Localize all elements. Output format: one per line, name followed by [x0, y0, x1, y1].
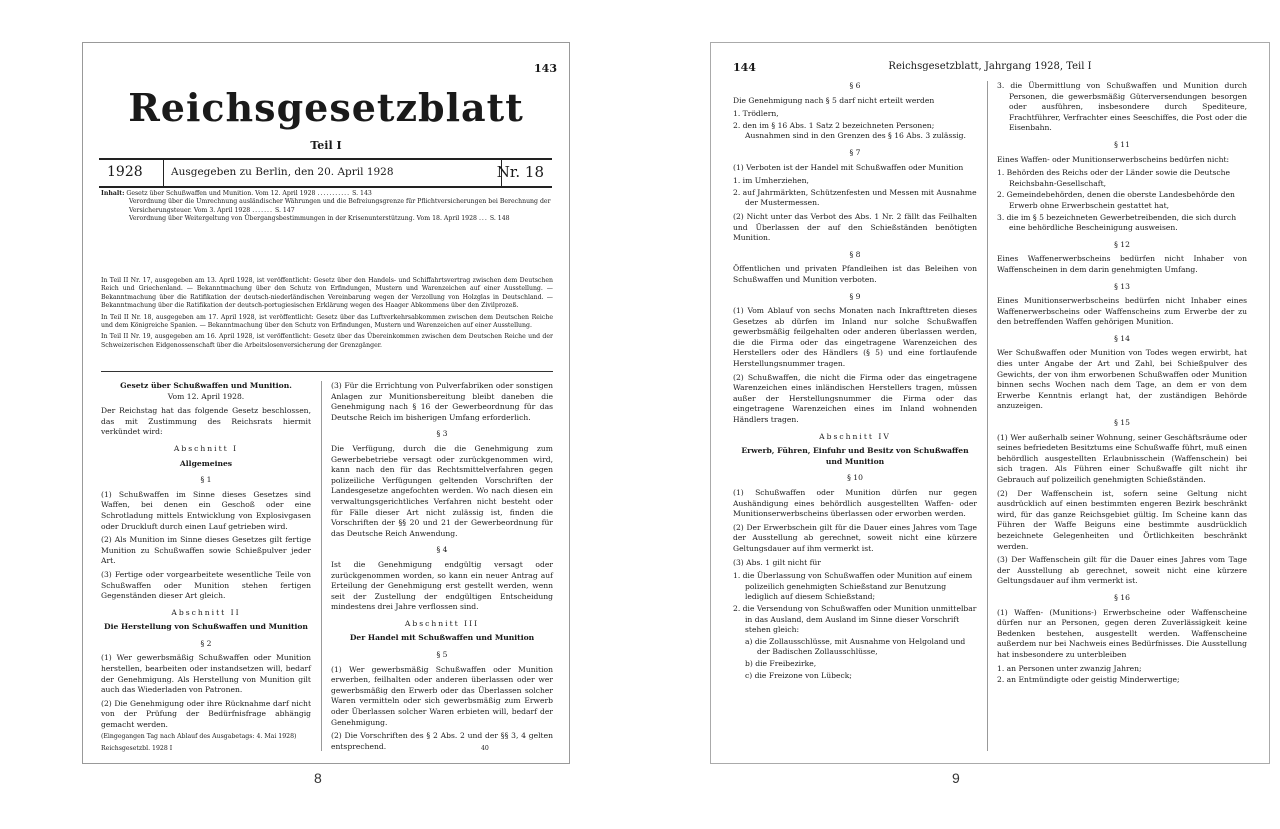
- running-title: Reichsgesetzblatt, Jahrgang 1928, Teil I: [888, 61, 1092, 72]
- right-page: [710, 42, 1270, 764]
- paragraph-text: Ist die Genehmigung endgültig versagt oder zurückgenommen worden, so kann ein neuer Antrag auf Erteilung der Genehmigung erst gestellt werden, wenn seit der Zustellung der endgültigen Entscheidung mindestens drei Jahre verflossen sind.: [331, 559, 553, 612]
- left-page: [82, 42, 570, 764]
- list-item: 1. an Personen unter zwanzig Jahren;: [997, 663, 1142, 673]
- paragraph-text: Eines Waffen- oder Munitionserwerbscheins bedürfen nicht:: [997, 154, 1230, 164]
- paragraph-sign: § 13: [1114, 281, 1130, 291]
- toc-entry: Verordnung über die Umrechnung ausländischer Währungen und die Befreiungsgrenze für Pflichtversicherungen bei Berechnung der Versicherungsteuer. Vom 3. April 1928 ....... S. 147: [129, 198, 551, 214]
- paragraph-text: (1) Verboten ist der Handel mit Schußwaffen oder Munition: [733, 162, 964, 172]
- list-item: 1. Behörden des Reichs oder der Länder sowie die Deutsche Reichsbahn-Gesellschaft,: [997, 168, 1231, 188]
- paragraph-sign: § 11: [1114, 139, 1130, 149]
- paragraph-text: Öffentlichen und privaten Pfandleihen ist das Beleihen von Schußwaffen und Munition verboten.: [733, 264, 977, 284]
- list-item: a) die Zollausschlüsse, mit Ausnahme von Helgoland und der Badischen Zollausschlüsse,: [745, 636, 966, 657]
- footer-citation: Reichsgesetzbl. 1928 I: [101, 745, 173, 752]
- paragraph-text: (2) Nicht unter das Verbot des Abs. 1 Nr. 2 fällt das Feilhalten und Überlassen der auf den Schießständen benötigten Munition.: [733, 211, 977, 243]
- page-foot-number: 40: [481, 745, 489, 752]
- item-list: [997, 664, 1247, 686]
- law-title: Gesetz über Schußwaffen und Munition.: [120, 381, 292, 390]
- law-date: Vom 12. April 1928.: [167, 391, 245, 401]
- section-heading: Abschnitt I: [173, 443, 239, 453]
- paragraph-text: (3) Abs. 1 gilt nicht für: [733, 557, 821, 567]
- footnote: (Eingegangen Tag nach Ablauf des Ausgabetags: 4. Mai 1928): [101, 733, 297, 740]
- list-item: 1. Trödlern,: [733, 109, 779, 119]
- left-column-2: [331, 381, 553, 755]
- paragraph-text: Die Genehmigung nach § 5 darf nicht erteilt werden: [733, 95, 935, 105]
- paragraph-sign: § 12: [1114, 239, 1130, 249]
- list-item: 2. die Versendung von Schußwaffen oder Munition unmittelbar in das Ausland, dem Ausland im Sinne dieser Vorschrift stehen gleich:: [733, 603, 977, 635]
- list-item: b) die Freibezirke,: [745, 658, 817, 668]
- paragraph-text: (1) Schußwaffen oder Munition dürfen nur gegen Aushändigung eines behördlich ausgestellten Waffen- oder Munitionserwerbscheins überlassen oder erworben werden.: [733, 488, 977, 519]
- paragraph-text: (3) Für die Errichtung von Pulverfabriken oder sonstigen Anlagen zur Munitionsbereitung bleibt daneben die Genehmigung nach § 16 der Gewerbeordnung für das Deutsche Reich im bisherigen Umfang erforderlich.: [331, 381, 553, 422]
- paragraph-text: (3) Fertige oder vorgearbeitete wesentliche Teile von Schußwaffen oder Munition stehen fertigen Gegenständen dieser Art gleich.: [101, 569, 311, 601]
- paragraph-sign: § 7: [849, 147, 861, 157]
- paragraph-text: Die Verfügung, durch die die Genehmigung zum Gewerbebetriebe versagt oder zurückgenommen wird, kann nach den für das Rechtsmittelverfahren gegen polizeiliche Verfügungen geltenden Vorschriften der Landesgesetze angefochten werden. Wo nach diesen ein verwaltungsgerichtliches Verfahren nicht besteht oder für Fälle dieser Art nicht zulässig ist, finden die Vorschriften der §§ 20 und 21 der Gewerbeordnung für das Deutsche Reich Anwendung.: [331, 443, 553, 538]
- paragraph-text: (1) Waffen- (Munitions-) Erwerbscheine oder Waffenscheine dürfen nur an Personen, gegen deren Zuverlässigkeit keine Bedenken bestehen, ausgestellt werden. Waffenscheine außerdem nur bei Nachweis eines Bedürfnisses. Die Ausstellung hat insbesondere zu unterbleiben: [997, 607, 1247, 659]
- list-item: 2. an Entmündigte oder geistig Minderwertige;: [997, 675, 1180, 685]
- item-list: [733, 571, 977, 681]
- notice: In Teil II Nr. 18, ausgegeben am 17. April 1928, ist veröffentlicht: Gesetz über das Luftverkehrsabkommen zwischen dem Deutschen Reiche und dem Königreiche Spanien. — Bekanntmachung über den Schutz von Erfindungen, Mustern und Warenzeichen auf einer Ausstellung.: [101, 313, 553, 330]
- section-heading: Abschnitt III: [404, 618, 480, 628]
- paragraph-sign: § 6: [849, 81, 861, 90]
- paragraph-sign: § 1: [200, 475, 212, 485]
- book-page-number-left: 8: [314, 770, 322, 786]
- paragraph-text: (1) Wer gewerbsmäßig Schußwaffen oder Munition herstellen, bearbeiten oder instandsetzen will, bedarf der Genehmigung. Als Herstellung von Munition gilt auch das Wiederladen von Patronen.: [101, 653, 311, 695]
- issue-date: Ausgegeben zu Berlin, den 20. April 1928: [171, 166, 394, 178]
- paragraph-text: Eines Waffenerwerbscheins bedürfen nicht Inhaber von Waffenscheinen in dem darin genehmigten Umfang.: [997, 254, 1247, 274]
- issue-number: Nr. 18: [496, 163, 544, 181]
- paragraph-sign: § 16: [1114, 592, 1130, 602]
- paragraph-sign: § 9: [849, 291, 861, 301]
- section-subheading: Allgemeines: [179, 458, 233, 468]
- section-subheading: Erwerb, Führen, Einfuhr und Besitz von Schußwaffen und Munition: [741, 446, 969, 466]
- table-of-contents: [101, 190, 553, 224]
- paragraph-sign: § 5: [436, 650, 448, 660]
- list-item: 3. die im § 5 bezeichneten Gewerbetreibenden, die sich durch eine behördliche Bescheinigung ausweisen.: [997, 212, 1237, 233]
- section-subheading: Die Herstellung von Schußwaffen und Munition: [104, 622, 308, 632]
- paragraph-text: (2) Der Erwerbschein gilt für die Dauer eines Jahres vom Tage der Ausstellung ab gerechnet, soweit nicht eine kürzere Geltungsdauer auf ihm vermerkt ist.: [733, 522, 977, 553]
- item-list: [997, 168, 1247, 234]
- paragraph-text: (2) Schußwaffen, die nicht die Firma oder das eingetragene Warenzeichen eines inländischen Herstellers tragen, müssen außer der Herstellungsnummer die Firma oder das eingetragene Warenzeichen eines im Inland wohnenden Händlers tragen.: [733, 372, 977, 425]
- notices: [101, 277, 553, 353]
- list-item: 2. den im § 16 Abs. 1 Satz 2 bezeichneten Personen; Ausnahmen sind in den Grenzen des § 16 Abs. 3 zulässig.: [733, 120, 966, 141]
- journal-title: Reichsgesetzblatt: [128, 85, 524, 130]
- section-heading: Abschnitt II: [171, 607, 241, 617]
- list-item: 2. Gemeindebehörden, denen die oberste Landesbehörde den Erwerb ohne Erwerbschein gestattet hat,: [997, 190, 1235, 210]
- paragraph-text: (2) Der Waffenschein ist, sofern seine Geltung nicht ausdrücklich auf einen bestimmten engeren Bezirk beschränkt wird, für das ganze Reichsgebiet gültig. Im Scheine kann das Führen der Waffe Beiguns eine bestimmte ausdrücklich bezeichnete Gelegenheiten und Örtlichkeiten beschränkt werden.: [997, 488, 1247, 551]
- item-list: [733, 176, 977, 209]
- list-item: c) die Freizone von Lübeck;: [745, 670, 852, 680]
- issue-banner: [99, 158, 552, 188]
- list-item: 1. im Umherziehen,: [733, 176, 809, 186]
- paragraph-sign: § 8: [849, 249, 861, 259]
- paragraph-text: (1) Schußwaffen im Sinne dieses Gesetzes sind Waffen, bei denen ein Geschoß oder eine Schrotladung mittels Entwicklung von Explosivgasen oder Druckluft durch einen Lauf getrieben wird.: [101, 489, 311, 531]
- paragraph-text: Eines Munitionserwerbscheins bedürfen nicht Inhaber eines Waffenerwerbscheins oder Waffenscheins zum Erwerbe der zu den betreffenden Waffen gehörigen Munition.: [997, 296, 1247, 327]
- right-column-1: [733, 81, 977, 684]
- issue-year: 1928: [107, 164, 143, 180]
- paragraph-sign: § 2: [200, 638, 212, 648]
- page-number: 144: [733, 61, 756, 74]
- paragraph-sign: § 10: [847, 473, 863, 483]
- notice: In Teil II Nr. 17, ausgegeben am 13. April 1928, ist veröffentlicht: Gesetz über den Handels- und Schiffahrtsvertrag zwischen dem Deutschen Reich und Griechenland. — Bekanntmachung über den Schutz von Erfindungen, Mustern und Warenzeichen auf einer Ausstellung. — Bekanntmachung über die Ratifikation der deutsch-niederländischen Vereinbarung wegen der Verzollung von Holzglas in Deutschland. — Bekanntmachung über die Ratifikation der deutsch-portugiesischen Erklärung wegen des Haager Abkommens über den Zivilprozeß.: [101, 277, 553, 310]
- paragraph-text: (1) Vom Ablauf von sechs Monaten nach Inkrafttreten dieses Gesetzes ab dürfen im Inland nur solche Schußwaffen gewerbsmäßig feilgehalten oder anderen überlassen werden, die die Firma oder das eingetragene Warenzeichen des Herstellers oder des Händlers (§ 5) und eine fortlaufende Herstellungsnummer tragen.: [733, 306, 977, 369]
- list-item: 2. auf Jahrmärkten, Schützenfesten und Messen mit Ausnahme der Mustermessen.: [733, 187, 977, 208]
- book-page-number-right: 9: [952, 770, 960, 786]
- paragraph-text: 3. die Übermittlung von Schußwaffen und Munition durch Personen, die gewerbsmäßig Güterversendungen besorgen oder ausführen, insbesondere durch Spediteure, Frachtführer, Verfrachter eines Seeschiffes, die Post oder die Eisenbahn.: [997, 81, 1247, 133]
- paragraph-sign: § 15: [1114, 418, 1130, 428]
- paragraph-sign: § 14: [1114, 333, 1130, 343]
- toc-entry: Verordnung über Weitergeltung von Übergangsbestimmungen in der Krisenunterstützung. Vom 18. April 1928 ... S. 148: [129, 215, 510, 223]
- notice: In Teil II Nr. 19, ausgegeben am 16. April 1928, ist veröffentlicht: Gesetz über das Übereinkommen zwischen dem Deutschen Reiche und der Schweizerischen Eidgenossenschaft über die Arbeitslosenversicherung der Grenzgänger.: [101, 333, 553, 349]
- law-intro: Der Reichstag hat das folgende Gesetz beschlossen, das mit Zustimmung des Reichsrats hiermit verkündet wird:: [101, 406, 311, 437]
- list-item: 1. die Überlassung von Schußwaffen oder Munition auf einem polizeilich genehmigten Schießstand zur Benutzung lediglich auf diesem Schießstand;: [733, 571, 973, 602]
- right-column-2: [997, 81, 1247, 689]
- page-number: 143: [534, 62, 557, 75]
- paragraph-text: (2) Als Munition im Sinne dieses Gesetzes gilt fertige Munition zu Schußwaffen sowie Schießpulver jeder Art.: [101, 535, 311, 566]
- paragraph-text: (2) Die Vorschriften des § 2 Abs. 2 und der §§ 3, 4 gelten entsprechend.: [331, 731, 553, 751]
- item-list: [733, 109, 977, 142]
- section-heading: Abschnitt IV: [819, 431, 891, 441]
- paragraph-text: (1) Wer außerhalb seiner Wohnung, seiner Geschäftsräume oder seines befriedeten Besitztums eine Schußwaffe führt, muß einen behördlich ausgestellten Erlaubnisschein (Waffenschein) bei sich tragen. Als Führen einer Schußwaffe gilt nicht ihr Gebrauch auf polizeilich genehmigten Schießständen.: [997, 432, 1247, 484]
- paragraph-text: (3) Der Waffenschein gilt für die Dauer eines Jahres vom Tage der Ausstellung ab gerechnet, soweit nicht eine kürzere Geltungsdauer auf ihm vermerkt ist.: [997, 555, 1247, 586]
- paragraph-text: (2) Die Genehmigung oder ihre Rücknahme darf nicht von der Prüfung der Bedürfnisfrage abhängig gemacht werden.: [101, 698, 311, 730]
- paragraph-text: (1) Wer gewerbsmäßig Schußwaffen oder Munition erwerben, feilhalten oder anderen überlassen oder wer gewerbsmäßig den Erwerb oder das Überlassen solcher Waren vermitteln oder sich gewerbsmäßig zum Erwerb oder Überlassen solcher Waren erbieten will, bedarf der Genehmigung.: [331, 664, 553, 727]
- toc-entry: Inhalt: Gesetz über Schußwaffen und Munition. Vom 12. April 1928 ........... S. 143: [101, 190, 372, 197]
- paragraph-sign: § 3: [436, 429, 448, 439]
- section-subheading: Der Handel mit Schußwaffen und Munition: [349, 633, 535, 643]
- paragraph-text: Wer Schußwaffen oder Munition von Todes wegen erwirbt, hat dies unter Angabe der Art und Zahl, bei Schießpulver des Gewichts, der von ihm erworbenen Schußwaffen oder Munition binnen sechs Wochen nach dem Tage, an dem er von dem Erwerbe Kenntnis erlangt hat, der zuständigen Behörde anzuzeigen.: [997, 348, 1247, 411]
- paragraph-sign: § 4: [436, 545, 448, 555]
- left-column-1: [101, 381, 311, 734]
- journal-part: Teil I: [310, 139, 342, 152]
